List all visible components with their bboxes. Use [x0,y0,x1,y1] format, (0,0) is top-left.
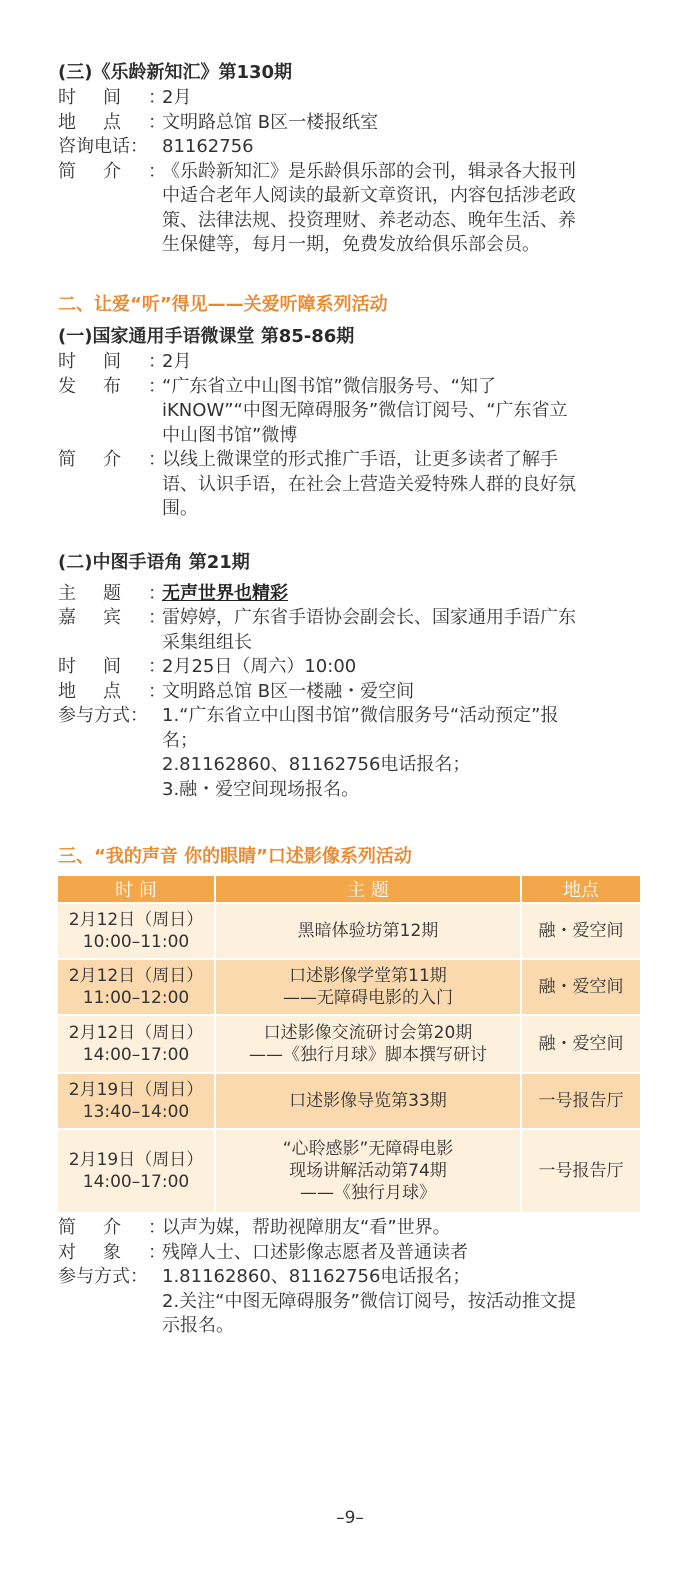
row-value [162,1265,644,1339]
value-line: 《乐龄新知汇》是乐龄俱乐部的会刊，辑录各大报刊 [162,160,576,182]
value-line: 2月25日（周六）10:00 [162,656,357,677]
row-label [58,606,166,655]
topic-line: 现场讲解活动第74期 [289,1161,447,1181]
topic-line: 口述影像导览第33期 [289,1091,447,1111]
value-line: “广东省立中山图书馆”微信服务号、“知了 [162,375,496,397]
label-char: 布 [103,375,121,397]
label-colon: ： [148,656,166,677]
header-time: 时 间 [58,876,214,902]
section-audio-description [58,844,644,1339]
section-hearing-care [58,292,644,802]
value-line: 生保健等，每月一期，免费发放给俱乐部会员。 [162,234,540,255]
time-line: 2月12日（周日） [68,966,204,986]
table-row [58,960,640,1014]
time-line: 14:00–17:00 [82,1045,190,1065]
label-char: 时 [58,87,76,108]
theme-row [58,582,644,607]
value-line: iKNOW”“中图无障碍服务”微信订阅号、“广东省立 [162,400,568,421]
info-row [58,86,644,111]
label-colon: ： [130,136,148,157]
label-char: 间 [103,656,121,677]
label-colon: ： [130,1266,148,1287]
value-line: 示报名。 [162,1315,234,1336]
info-row [58,375,644,449]
row-value [162,1216,644,1241]
label-colon: ： [148,1241,166,1263]
row-value [162,86,644,111]
info-row [58,1265,644,1339]
row-label [58,704,162,802]
label-char: 地 [58,111,76,133]
label-char: 发 [58,375,76,397]
row-label [58,86,166,111]
value-line: 1.81162860、81162756电话报名； [162,1266,471,1287]
row-label [58,1265,162,1339]
value-line: 81162756 [162,136,254,157]
label-char: 时 [58,656,76,677]
label-char: 象 [103,1241,121,1263]
label-colon: ： [148,449,166,470]
label-colon: ： [148,1217,166,1238]
label-char: 地 [58,680,76,702]
cell-topic [216,1130,520,1212]
row-label [58,350,166,375]
value-line: 以线上微课堂的形式推广手语，让更多读者了解手 [162,449,558,470]
row-label [58,680,166,705]
info-rows [58,350,644,522]
cell-place: 融・爱空间 [522,1016,640,1072]
section-title: (三)《乐龄新知汇》第130期 [58,62,293,83]
row-value [162,704,644,802]
topic-line: “心聆感影”无障碍电影 [282,1139,454,1159]
row-value [162,1241,644,1266]
label-char: 简 [58,160,76,182]
row-value [162,111,644,136]
cell-topic [216,960,520,1014]
label-char: 参与方式 [58,1266,130,1287]
row-label [58,1241,166,1266]
time-line: 11:00–12:00 [82,988,190,1008]
cell-time [58,1130,214,1212]
cell-time [58,960,214,1014]
value-line: 2.关注“中图无障碍服务”微信订阅号，按活动推文提 [162,1290,576,1312]
value-line: 2月 [162,87,192,108]
label-char: 间 [103,87,121,108]
value-line: 2.81162860、81162756电话报名； [162,754,471,775]
subsection-title: (二)中图手语角 第21期 [58,551,250,573]
topic-line: ——《独行月球》脚本撰写研讨 [249,1045,487,1065]
table-row [58,1074,640,1128]
value-line: 雷婷婷，广东省手语协会副会长、国家通用手语广东 [162,607,576,628]
value-line: 名； [162,729,198,751]
time-line: 2月19日（周日） [68,1080,204,1100]
row-label [58,448,166,522]
table-row [58,1016,640,1072]
label-char: 主 [58,582,76,604]
label-char: 简 [58,1217,76,1238]
section-heading: 三、“我的声音 你的眼睛”口述影像系列活动 [58,846,412,867]
time-line: 2月12日（周日） [68,910,204,930]
label-colon: ： [148,582,166,604]
label-colon: ： [148,375,166,397]
header-topic: 主 题 [216,876,520,902]
label-colon: ： [148,87,166,108]
label-char: 题 [103,582,121,604]
info-rows [58,86,644,258]
label-colon: ： [130,705,148,726]
info-row [58,160,644,258]
cell-time [58,904,214,958]
section-lele-newsletter [58,60,644,258]
info-row [58,1241,644,1266]
label-char: 参与方式 [58,705,130,726]
label-char: 间 [103,351,121,372]
info-rows [58,606,644,802]
label-char: 介 [103,160,121,182]
topic-line: 黑暗体验坊第12期 [297,921,439,941]
row-value [162,655,644,680]
info-row [58,680,644,705]
cell-topic [216,1074,520,1128]
row-label [58,375,166,449]
label-colon: ： [148,351,166,372]
value-line: 采集组组长 [162,631,252,653]
value-line: 文明路总馆 B区一楼融・爱空间 [162,680,415,702]
label-colon: ： [148,607,166,628]
info-rows [58,1216,644,1339]
info-row [58,606,644,655]
label-char: 点 [103,111,121,133]
info-row [58,704,644,802]
value-line: 策、法律法规、投资理财、养老动态、晚年生活、养 [162,209,576,231]
header-place: 地点 [522,876,640,902]
value-line: 1.“广东省立中山图书馆”微信服务号“活动预定”报 [162,705,559,726]
value-line: 中适合老年人阅读的最新文章资讯，内容包括涉老政 [162,185,576,206]
info-row [58,135,644,160]
page-number: –9– [336,1508,364,1528]
row-value [162,350,644,375]
cell-place: 一号报告厅 [522,1130,640,1212]
topic-line: ——无障碍电影的入门 [283,988,453,1008]
time-line: 13:40–14:00 [82,1102,190,1122]
cell-place: 融・爱空间 [522,904,640,958]
table-body [58,904,640,1212]
cell-time [58,1074,214,1128]
theme-title: 无声世界也精彩 [162,582,288,604]
label-char: 宾 [103,607,121,628]
row-label [58,135,162,160]
label-colon: ： [148,160,166,182]
section-heading: 二、让爱“听”得见——关爱听障系列活动 [58,294,388,315]
value-line: 2月 [162,351,192,372]
time-line: 14:00–17:00 [82,1172,190,1192]
cell-topic [216,1016,520,1072]
row-value [162,680,644,705]
info-row [58,350,644,375]
info-row [58,1216,644,1241]
label-char: 简 [58,449,76,470]
time-line: 10:00–11:00 [82,932,190,952]
cell-place: 一号报告厅 [522,1074,640,1128]
schedule-table [56,874,642,1214]
cell-place: 融・爱空间 [522,960,640,1014]
label-colon: ： [148,680,166,702]
label-char: 时 [58,351,76,372]
value-line: 残障人士、口述影像志愿者及普通读者 [162,1241,468,1263]
value-line: 文明路总馆 B区一楼报纸室 [162,111,379,133]
row-label [58,582,166,607]
label-colon: ： [148,111,166,133]
table-row [58,1130,640,1212]
label-char: 介 [103,449,121,470]
value-line: 围。 [162,498,198,519]
value-line: 以声为媒，帮助视障朋友“看”世界。 [162,1217,451,1238]
info-row [58,448,644,522]
label-char: 对 [58,1241,76,1263]
time-line: 2月19日（周日） [68,1150,204,1170]
label-char: 咨询电话 [58,136,130,157]
row-value [162,606,644,655]
label-char: 嘉 [58,607,76,628]
row-value [162,135,644,160]
time-line: 2月12日（周日） [68,1023,204,1043]
row-label [58,160,166,258]
label-char: 介 [103,1217,121,1238]
table-row [58,904,640,958]
row-value [162,160,644,258]
value-line: 语、认识手语，在社会上营造关爱特殊人群的良好氛 [162,473,576,495]
topic-line: 口述影像交流研讨会第20期 [263,1023,473,1043]
topic-line: 口述影像学堂第11期 [289,966,447,986]
row-label [58,1216,166,1241]
cell-time [58,1016,214,1072]
subsection-title: (一)国家通用手语微课堂 第85-86期 [58,326,355,347]
value-line: 3.融・爱空间现场报名。 [162,778,360,800]
cell-topic [216,904,520,958]
row-value [162,448,644,522]
topic-line: ——《独行月球》 [300,1183,436,1203]
row-value [162,375,644,449]
label-char: 点 [103,680,121,702]
value-line: 中山图书馆”微博 [162,424,298,446]
table-header-row [58,876,640,902]
info-row [58,655,644,680]
row-label [58,655,166,680]
row-label [58,111,166,136]
info-row [58,111,644,136]
